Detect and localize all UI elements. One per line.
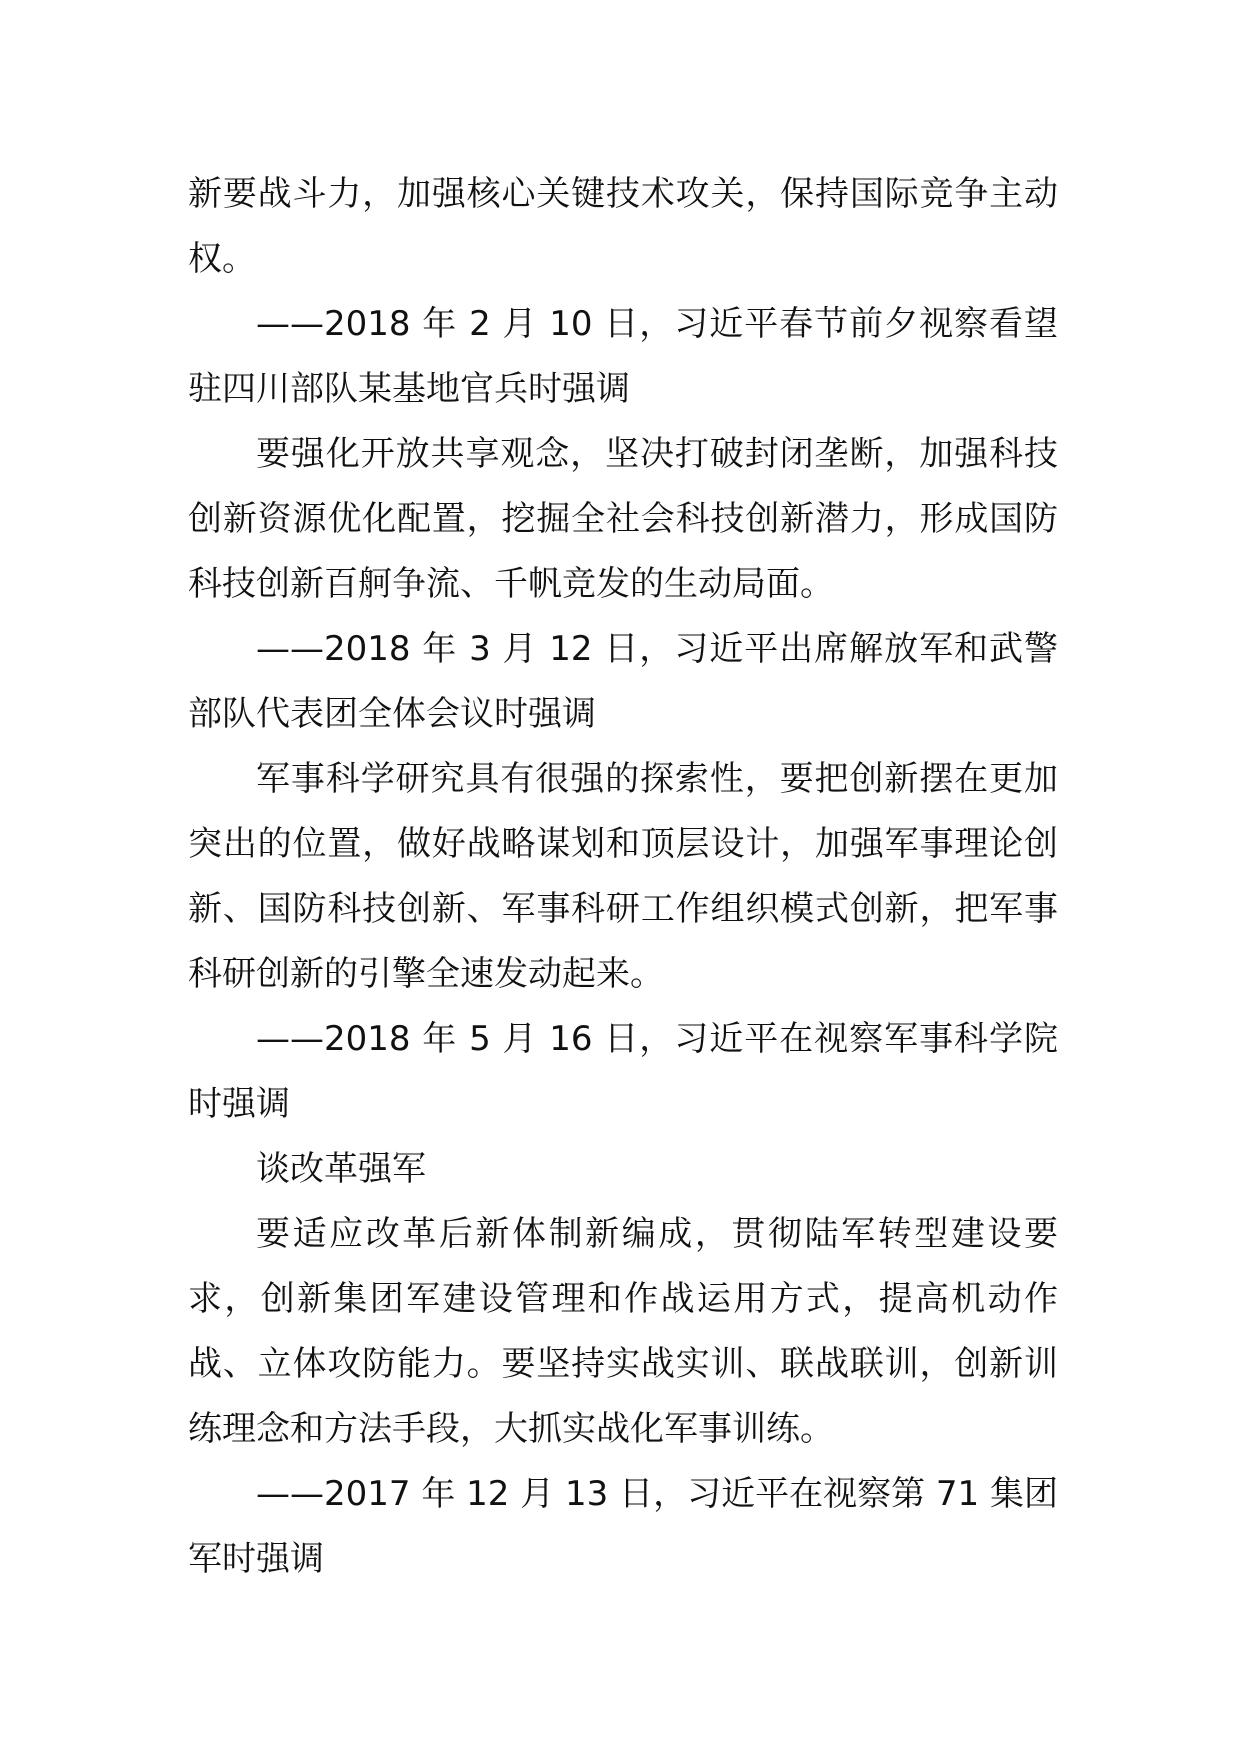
- quote-paragraph: 要强化开放共享观念，坚决打破封闭垄断，加强科技创新资源优化配置，挖掘全社会科技创新潜力，形成国防科技创新百舸争流、千帆竞发的生动局面。: [188, 434, 1058, 604]
- source-attribution: ——2017 年 12 月 13 日，习近平在视察第 71 集团军时强调: [188, 1474, 1058, 1579]
- quote-continuation-paragraph: 新要战斗力，加强核心关键技术攻关，保持国际竞争主动权。: [188, 174, 1058, 279]
- source-attribution: ——2018 年 5 月 16 日，习近平在视察军事科学院时强调: [188, 1019, 1058, 1124]
- source-attribution: ——2018 年 3 月 12 日，习近平出席解放军和武警部队代表团全体会议时强调: [188, 629, 1058, 734]
- document-body: [188, 162, 1058, 1592]
- source-attribution: ——2018 年 2 月 10 日，习近平春节前夕视察看望驻四川部队某基地官兵时强调: [188, 304, 1058, 409]
- quote-paragraph: 军事科学研究具有很强的探索性，要把创新摆在更加突出的位置，做好战略谋划和顶层设计，加强军事理论创新、国防科技创新、军事科研工作组织模式创新，把军事科研创新的引擎全速发动起来。: [188, 759, 1058, 994]
- section-heading: 谈改革强军: [256, 1149, 426, 1189]
- quote-paragraph: 要适应改革后新体制新编成，贯彻陆军转型建设要求，创新集团军建设管理和作战运用方式，提高机动作战、立体攻防能力。要坚持实战实训、联战联训，创新训练理念和方法手段，大抓实战化军事训练。: [188, 1214, 1058, 1449]
